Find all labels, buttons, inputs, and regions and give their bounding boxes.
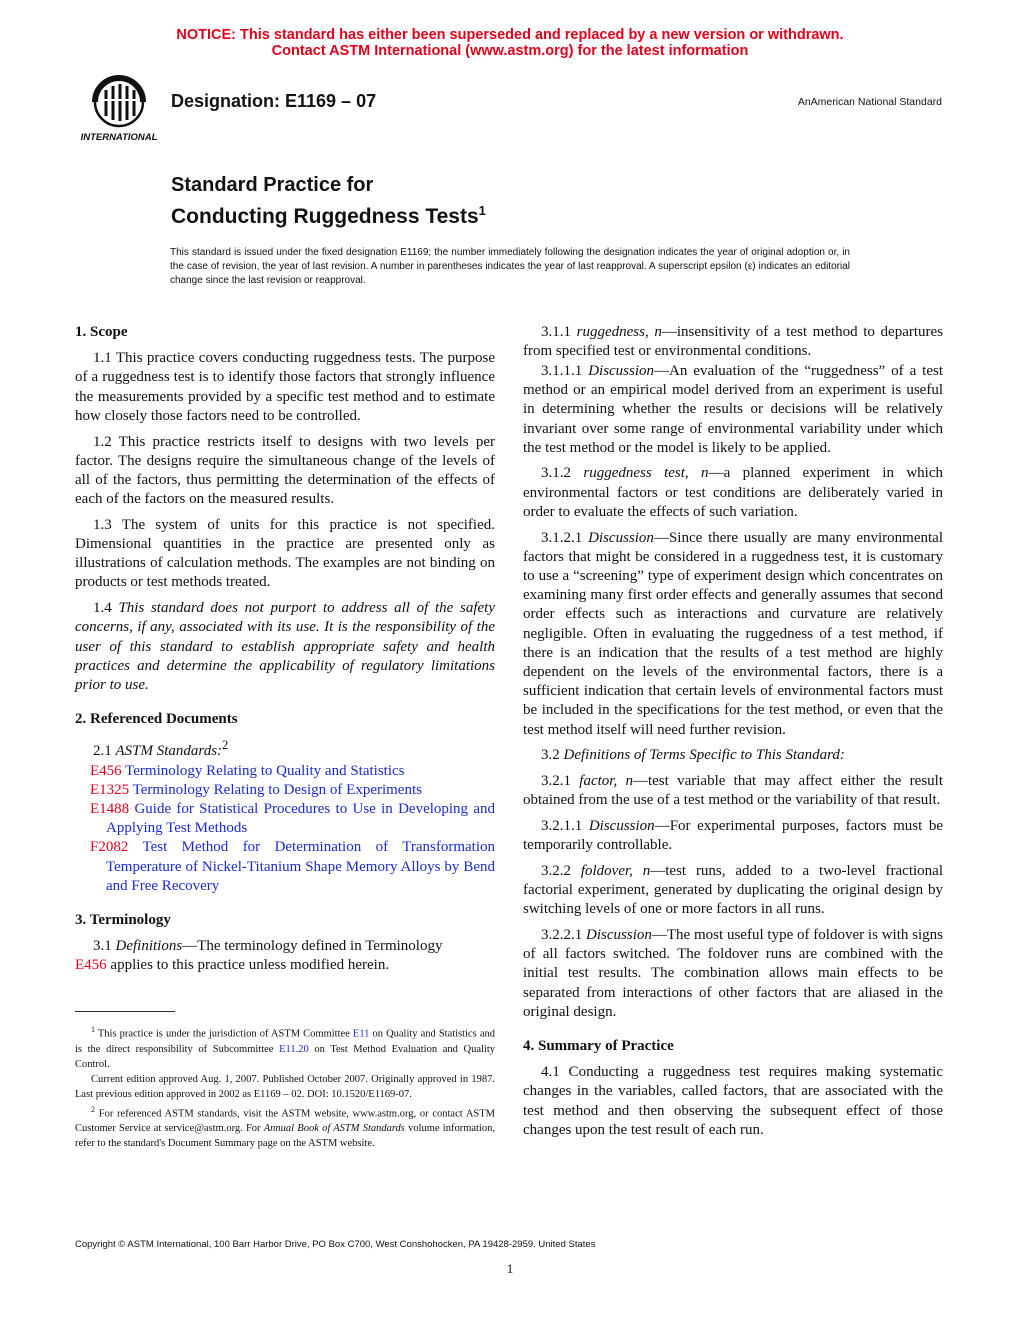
footnote-1: $^1$ This practice is under the jurisdiction of ASTM Committee E11 on Quality and Statistics and is the direct responsibility of Subcommittee E11.20 on Test Method Evaluation and Quality Control. [75, 1025, 495, 1070]
section-1-heading: 1. Scope [75, 324, 128, 340]
paragraph-1-3: 1.3 The system of units for this practice is not specified. Dimensional quantities in the practice are presented only as illustrations of calculation methods. The examples are not binding on products or test methods treated. [75, 516, 495, 591]
reference-f2082[interactable]: F2082 Test Method for Determination of Transformation Temperature of Nickel-Titanium Shape Memory Alloys by Bend and Free Recovery [90, 839, 495, 894]
paragraph-1-4: 1.4 This standard does not purport to address all of the safety concerns, if any, associated with its use. It is the responsibility of the user of this standard to establish appropriate safety and health practices and determine the applicability of regulatory limitations prior to use. [75, 600, 496, 693]
paragraph-2-1: 2.1 ASTM Standards:$^2$ [93, 738, 229, 760]
paragraph-1-1: 1.1 This practice covers conducting ruggedness tests. The purpose of a ruggedness test is to identify those factors that strongly influence the measurements provided by a specific test method and to estimate how closely those factors need to be controlled. [75, 350, 495, 424]
link-e11[interactable]: E11 [352, 1028, 370, 1040]
title-line-2: Conducting Ruggedness Tests$^1$ [171, 203, 486, 228]
paragraph-3-1: 3.1 Definitions—The terminology defined in Terminology E456 applies to this practice unless modified herein. [75, 938, 443, 974]
footnotes [75, 1022, 495, 1151]
paragraph-4-1: 4.1 Conducting a ruggedness test requires making systematic changes in the variables, called factors, that are associated with the test method and then observing the subsequent effect of those changes upon the test result of each run. [523, 1064, 943, 1138]
designation: Designation: E1169 – 07 [171, 91, 377, 111]
definition-3-2-2: 3.2.2 foldover, n—test runs, added to a two-level fractional factorial experiment, generated by duplicating the original design by switching levels of one or more factors in all runs. [523, 862, 943, 918]
right-column [523, 323, 943, 1146]
paragraph-1-2: 1.2 This practice restricts itself to designs with two levels per factor. The designs require the simultaneous change of the levels of all of the factors, thus permitting the determination of the effects of each of the factors on the measured results. [75, 433, 495, 508]
logo-wordmark: INTERNATIONAL [80, 132, 158, 143]
footnote-divider [75, 1011, 175, 1012]
definition-3-1-2: 3.1.2 ruggedness test, n—a planned experiment in which environmental factors or test conditions are deliberately varied in order to evaluate the effects of such variation. [523, 465, 944, 520]
page-number: 1 [506, 1261, 514, 1276]
section-2-heading: 2. Referenced Documents [75, 711, 238, 728]
withdrawal-notice [0, 27, 1020, 59]
issued-note: This standard is issued under the fixed designation E1169; the number immediately following the designation indicates the year of original adoption or, in the case of revision, the year of last revision. A number in parentheses indicates the year of last reapproval. A superscript epsilon (ε) indicates an editorial change since the last revision or reapproval. [170, 247, 850, 286]
definition-3-2-1: 3.2.1 factor, n—test variable that may affect either the result obtained from the use of a test method or the variability of that result. [523, 772, 944, 809]
reference-e1325[interactable]: E1325 Terminology Relating to Design of Experiments [90, 781, 422, 798]
definition-3-1-2-1: 3.1.2.1 Discussion—Since there usually are many environmental factors that might be considered in a ruggedness test, it is customary to use a “screening” type of experiment design which concentrates on examining many first order effects and generally assumes that second order effects such as interactions and curvature are relatively negligible. Often in evaluating the ruggedness of a test method, if there is an indication that the results of a test method are highly dependent on the levels of the environmental factors, there is a sufficient indication that certain levels of environmental factors must be included in the specifications for the test method, or even that the test method itself will need further revision. [523, 529, 943, 738]
footnote-2: $^2$ For referenced ASTM standards, visit the ASTM website, www.astm.org, or contact ASTM Customer Service at service@astm.org. For Annual Book of ASTM Standards volume information, refer to the standard's Document Summary page on the ASTM website. [75, 1104, 495, 1149]
link-e11-20[interactable]: E11.20 [279, 1043, 309, 1055]
left-column [75, 323, 495, 982]
notice-line-2: Contact ASTM International (www.astm.org) for the latest information [271, 43, 749, 59]
section-4-heading: 4. Summary of Practice [523, 1037, 674, 1054]
link-e456[interactable]: E456 [75, 957, 107, 974]
document-title [171, 172, 486, 230]
american-national-standard-label: AnAmerican National Standard [797, 96, 942, 108]
definition-3-2-2-1: 3.2.2.1 Discussion—The most useful type of foldover is with signs of all factors switched. The foldover runs are combined with the initial test results. The combination allows main effects to be separated from interactions of other factors that are aliased in the original design. [523, 926, 943, 1020]
title-footnote-mark[interactable]: 1 [478, 203, 486, 218]
definition-3-2-1-1: 3.2.1.1 Discussion—For experimental purposes, factors must be temporarily controllable. [523, 817, 943, 854]
reference-e456[interactable]: E456 Terminology Relating to Quality and Statistics [90, 762, 405, 779]
definition-3-1-1: 3.1.1 ruggedness, n—insensitivity of a test method to departures from specified test or environmental conditions. [523, 324, 944, 360]
title-line-1: Standard Practice for [171, 174, 374, 196]
astm-logo-icon [78, 74, 160, 144]
footnote-1-edition: Current edition approved Aug. 1, 2007. Published October 2007. Originally approved in 1987. Last previous edition approved in 2002 as E1169 – 02. DOI: 10.1520/E1169-07. [75, 1073, 495, 1100]
copyright-line: Copyright © ASTM International, 100 Barr Harbor Drive, PO Box C700, West Conshohocken, PA 19428-2959. United States [75, 1239, 596, 1250]
section-3-heading: 3. Terminology [75, 911, 171, 928]
reference-e1488[interactable]: E1488 Guide for Statistical Procedures to Use in Developing and Applying Test Methods [90, 800, 495, 837]
definition-3-1-1-1: 3.1.1.1 Discussion—An evaluation of the “ruggedness” of a test method or an empirical model derived from an experiment is useful in determining whether the results or decisions will be relatively invariant over some range of environmental variability under which the test method or the model is likely to be applied. [523, 362, 943, 456]
definition-3-2: 3.2 Definitions of Terms Specific to This Standard: [541, 747, 845, 764]
notice-line-1: NOTICE: This standard has either been superseded and replaced by a new version or withdrawn. [176, 27, 844, 43]
